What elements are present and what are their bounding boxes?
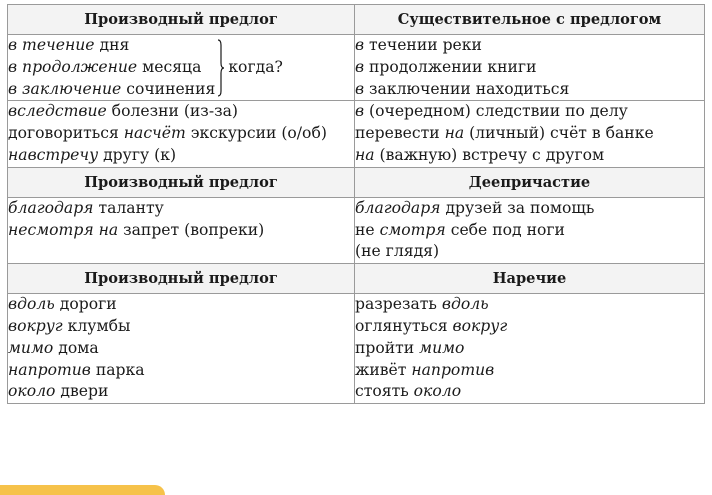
text-line	[355, 294, 704, 316]
preposition-term: вдоль	[8, 295, 55, 314]
text-line	[355, 145, 704, 167]
plain-text: (важную) встречу с другом	[374, 145, 605, 164]
plain-text: течении реки	[364, 36, 482, 54]
preposition-term: в продолжение	[8, 57, 138, 76]
preposition-term: на	[444, 124, 465, 143]
plain-text: заключении находиться	[364, 79, 570, 98]
plain-text: договориться	[8, 124, 124, 143]
plain-text: дня	[94, 36, 130, 54]
preposition-term: напротив	[8, 360, 91, 379]
plain-text: (очередном) следствии по делу	[364, 102, 628, 121]
plain-text: (личный) счёт в банке	[464, 124, 654, 143]
column-header-left: Производный предлог	[8, 264, 355, 294]
plain-text: запрет (вопреки)	[118, 220, 265, 239]
accent-strip	[0, 485, 165, 495]
preposition-term: около	[413, 382, 462, 401]
brace-group	[8, 35, 354, 100]
brace-lines	[8, 35, 215, 100]
text-line	[355, 57, 704, 79]
plain-text: продолжении книги	[364, 57, 537, 76]
header-row	[8, 167, 705, 197]
preposition-term: около	[8, 382, 56, 401]
text-line	[8, 123, 354, 145]
column-header-left: Производный предлог	[8, 167, 355, 197]
preposition-term: благодаря	[8, 198, 94, 217]
plain-text: (не глядя)	[355, 242, 440, 261]
preposition-term: благодаря	[355, 198, 441, 217]
plain-text: экскурсии (о/об)	[185, 124, 327, 143]
plain-text: парка	[90, 360, 145, 379]
plain-text: дороги	[54, 295, 117, 314]
preposition-term: в	[355, 57, 365, 76]
text-line	[8, 220, 354, 242]
table-row	[8, 101, 705, 167]
text-line	[8, 145, 354, 167]
preposition-term: в	[355, 36, 365, 54]
cell-left	[8, 294, 355, 404]
header-row	[8, 5, 705, 35]
table-row	[8, 197, 705, 263]
text-line	[8, 294, 354, 316]
plain-text: дома	[53, 338, 99, 357]
preposition-term: вокруг	[452, 316, 508, 335]
preposition-term: в	[355, 79, 365, 98]
plain-text: себе под ноги	[445, 220, 565, 239]
preposition-term: мимо	[8, 338, 54, 357]
text-line	[8, 35, 215, 57]
preposition-term: вследствие	[8, 102, 107, 121]
plain-text: друзей за помощь	[440, 198, 595, 217]
column-header-left: Производный предлог	[8, 5, 355, 35]
text-line	[8, 57, 215, 79]
plain-text: таланту	[93, 198, 164, 217]
cell-right	[355, 294, 705, 404]
plain-text: живёт	[355, 360, 412, 379]
plain-text: месяца	[137, 57, 202, 76]
column-header-right: Деепричастие	[355, 167, 705, 197]
curly-brace-icon	[217, 39, 225, 97]
cell-right	[355, 35, 705, 101]
brace-note: когда?	[228, 57, 283, 76]
plain-text: стоять	[355, 382, 414, 401]
cell-left	[8, 101, 355, 167]
preposition-term: в	[355, 102, 365, 121]
column-header-right: Существительное с предлогом	[355, 5, 705, 35]
text-line	[8, 360, 354, 382]
plain-text: оглянуться	[355, 316, 453, 335]
cell-right	[355, 197, 705, 263]
preposition-term: вдоль	[441, 295, 489, 314]
header-row	[8, 264, 705, 294]
text-line	[355, 381, 704, 403]
text-line	[355, 123, 704, 145]
plain-text: перевести	[355, 124, 445, 143]
preposition-term: на	[355, 145, 375, 164]
text-line	[8, 381, 354, 403]
text-line	[355, 220, 704, 242]
plain-text: болезни (из-за)	[106, 102, 238, 121]
preposition-term: насчёт	[123, 124, 186, 143]
text-line	[355, 101, 704, 123]
table-row	[8, 35, 705, 101]
plain-text: сочинения	[121, 79, 216, 98]
preposition-term: в течение	[8, 36, 95, 54]
text-line	[355, 198, 704, 220]
text-line	[8, 79, 215, 101]
plain-text: клумбы	[62, 316, 131, 335]
preposition-term: навстречу	[8, 145, 99, 164]
cell-right	[355, 101, 705, 167]
text-line	[355, 79, 704, 101]
preposition-term: напротив	[411, 360, 495, 379]
preposition-term: мимо	[419, 338, 465, 357]
preposition-term: в заключение	[8, 79, 122, 98]
grammar-table	[7, 4, 705, 404]
preposition-term: вокруг	[8, 316, 63, 335]
text-line	[8, 316, 354, 338]
text-line	[8, 338, 354, 360]
plain-text: не	[355, 220, 380, 239]
text-line	[355, 241, 704, 263]
plain-text: пройти	[355, 338, 420, 357]
text-line	[355, 338, 704, 360]
cell-left	[8, 197, 355, 263]
preposition-term: несмотря на	[8, 220, 119, 239]
text-line	[355, 360, 704, 382]
text-line	[355, 35, 704, 57]
text-line	[355, 316, 704, 338]
plain-text: двери	[55, 382, 109, 401]
plain-text: другу (к)	[98, 145, 177, 164]
cell-left	[8, 35, 355, 101]
text-line	[8, 101, 354, 123]
preposition-term: смотря	[379, 220, 446, 239]
plain-text: разрезать	[355, 295, 442, 314]
column-header-right: Наречие	[355, 264, 705, 294]
table-row	[8, 294, 705, 404]
text-line	[8, 198, 354, 220]
